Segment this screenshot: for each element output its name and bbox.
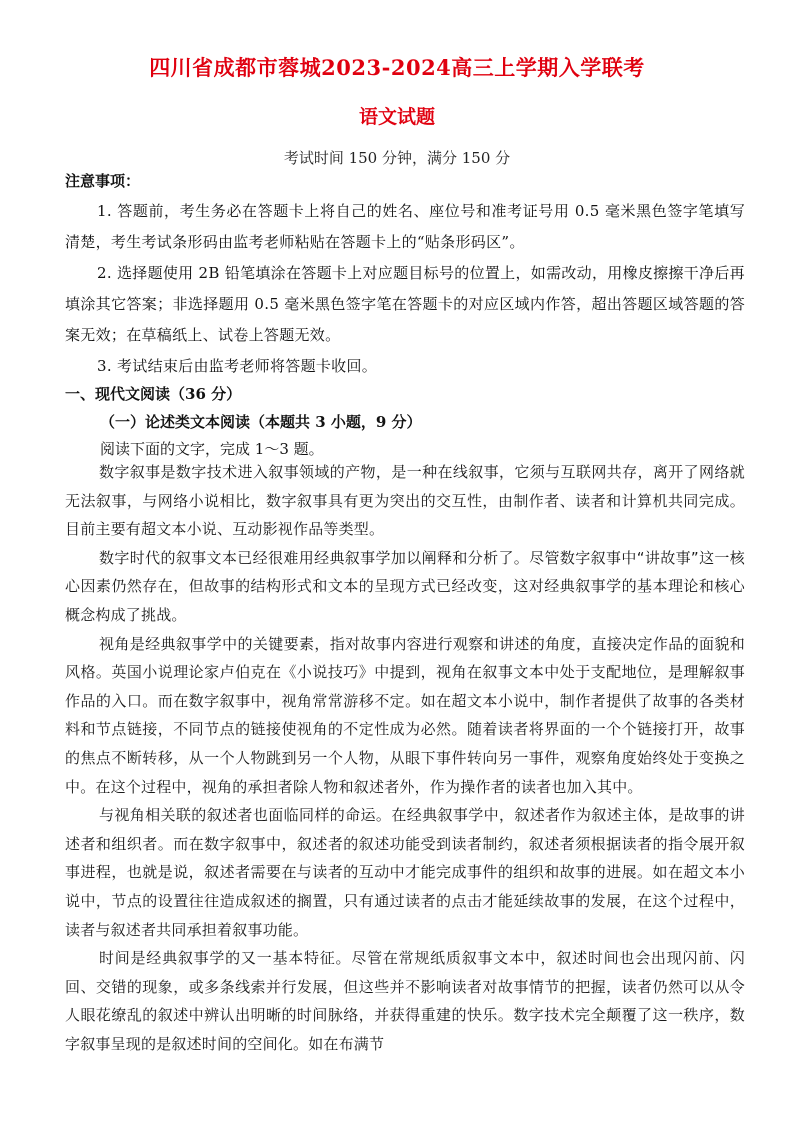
reading-passage	[65, 458, 745, 1058]
subsection-heading: （一）论述类文本阅读（本题共 3 小题，9 分）	[100, 413, 422, 431]
subject-title: 语文试题	[358, 106, 435, 128]
section-heading: 一、现代文阅读（36 分）	[65, 385, 242, 403]
passage-paragraph: 数字叙事是数字技术进入叙事领域的产物，是一种在线叙事，它须与互联网共存，离开了网络就无法叙事，与网络小说相比，数字叙事具有更为突出的交互性，由制作者、读者和计算机共同完成。目前主要有超文本小说、互动影视作品等类型。	[65, 463, 745, 539]
notice-item: 1. 答题前，考生务必在答题卡上将自己的姓名、座位号和准考证号用 0.5 毫米黑色签字笔填写清楚，考生考试条形码由监考老师粘贴在答题卡上的“贴条形码区”。	[65, 202, 745, 251]
notice-list	[65, 196, 745, 382]
exam-info: 考试时间 150 分钟，满分 150 分	[283, 149, 511, 167]
notice-item: 2. 选择题使用 2B 铅笔填涂在答题卡上对应题目标号的位置上，如需改动，用橡皮擦擦干净后再填涂其它答案；非选择题用 0.5 毫米黑色签字笔在答题卡的对应区域内作答，超出答题区域答题的答案无效；在草稿纸上、试卷上答题无效。	[65, 264, 745, 344]
passage-paragraph: 视角是经典叙事学中的关键要素，指对故事内容进行观察和讲述的角度，直接决定作品的面貌和风格。英国小说理论家卢伯克在《小说技巧》中提到，视角在叙事文本中处于支配地位，是理解叙事作品的入口。而在数字叙事中，视角常常游移不定。如在超文本小说中，制作者提供了故事的各类材料和节点链接，不同节点的链接使视角的不定性成为必然。随着读者将界面的一个个链接打开，故事的焦点不断转移，从一个人物跳到另一个人物，从眼下事件转向另一事件，观察角度始终处于变换之中。在这个过程中，视角的承担者除人物和叙述者外，作为操作者的读者也加入其中。	[65, 634, 745, 796]
passage-paragraph: 与视角相关联的叙述者也面临同样的命运。在经典叙事学中，叙述者作为叙述主体，是故事的讲述者和组织者。而在数字叙事中，叙述者的叙述功能受到读者制约，叙述者须根据读者的指令展开叙事进程，也就是说，叙述者需要在与读者的互动中才能完成事件的组织和故事的进展。如在超文本小说中，节点的设置往往造成叙述的搁置，只有通过读者的点击才能延续故事的发展，在这个过程中，读者与叙述者共同承担着叙事功能。	[65, 806, 745, 939]
reading-instruction: 阅读下面的文字，完成 1～3 题。	[100, 440, 324, 458]
passage-paragraph: 数字时代的叙事文本已经很难用经典叙事学加以阐释和分析了。尽管数字叙事中“讲故事”这一核心因素仍然存在，但故事的结构形式和文本的呈现方式已经改变，这对经典叙事学的基本理论和核心概念构成了挑战。	[65, 548, 745, 624]
passage-paragraph: 时间是经典叙事学的又一基本特征。尽管在常规纸质叙事文本中，叙述时间也会出现闪前、闪回、交错的现象，或多条线索并行发展，但这些并不影响读者对故事情节的把握，读者仍然可以从令人眼花缭乱的叙述中辨认出明晰的时间脉络，并获得重建的快乐。数字技术完全颠覆了这一秩序，数字叙事呈现的是叙述时间的空间化。如在布满节	[65, 949, 745, 1053]
notice-heading: 注意事项：	[65, 172, 141, 190]
notice-item: 3. 考试结束后由监考老师将答题卡收回。	[97, 357, 378, 375]
exam-title: 四川省成都市蓉城2023-2024高三上学期入学联考	[149, 55, 645, 80]
